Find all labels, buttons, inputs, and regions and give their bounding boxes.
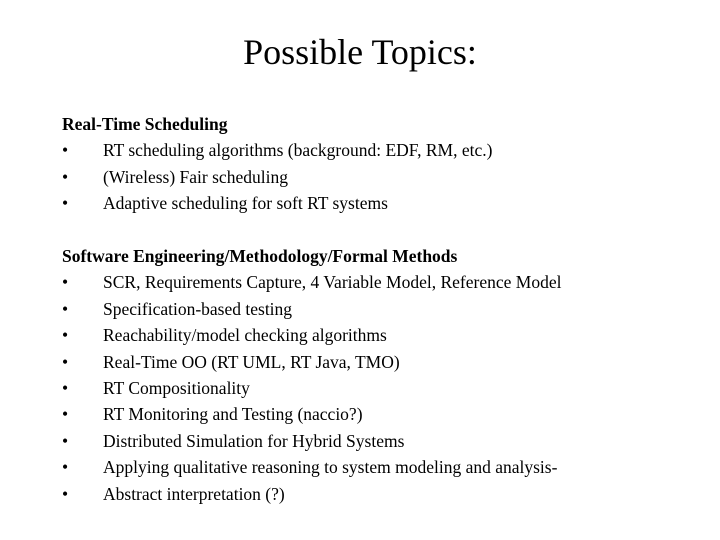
topic-item [62, 322, 702, 348]
topic-list [62, 269, 702, 507]
bullet-icon: • [62, 140, 69, 161]
topic-text: (Wireless) Fair scheduling [103, 166, 288, 187]
topic-item [62, 454, 702, 480]
topic-text: Distributed Simulation for Hybrid Systems [103, 430, 405, 451]
topic-item [62, 401, 702, 427]
topic-item [62, 349, 702, 375]
topic-text: RT scheduling algorithms (background: EDF, RM, etc.) [103, 140, 493, 161]
section-software-engineering [62, 243, 702, 507]
topic-item [62, 137, 702, 163]
bullet-icon: • [62, 193, 69, 214]
topic-text: RT Monitoring and Testing (naccio?) [103, 404, 363, 425]
section-real-time-scheduling [62, 111, 702, 217]
bullet-icon: • [62, 298, 69, 319]
bullet-icon: • [62, 377, 69, 398]
topic-item [62, 428, 702, 454]
slide-title: Possible Topics: [243, 32, 477, 72]
bullet-icon: • [62, 351, 69, 372]
bullet-icon: • [62, 457, 69, 478]
topic-item [62, 190, 702, 216]
topic-item [62, 296, 702, 322]
topic-text: RT Compositionality [103, 377, 250, 398]
bullet-icon: • [62, 404, 69, 425]
topic-item [62, 481, 702, 507]
topic-item [62, 164, 702, 190]
topic-text: Real-Time OO (RT UML, RT Java, TMO) [103, 351, 400, 372]
topic-text: Specification-based testing [103, 298, 293, 319]
bullet-icon: • [62, 272, 69, 293]
bullet-icon: • [62, 166, 69, 187]
topic-text: Reachability/model checking algorithms [103, 325, 387, 346]
bullet-icon: • [62, 430, 69, 451]
bullet-icon: • [62, 325, 69, 346]
bullet-icon: • [62, 483, 69, 504]
topic-list [62, 137, 702, 216]
topic-text: Adaptive scheduling for soft RT systems [103, 193, 388, 214]
topic-item [62, 269, 702, 295]
topic-item [62, 375, 702, 401]
topic-text: Applying qualitative reasoning to system modeling and analysis- [103, 457, 558, 478]
section-heading: Software Engineering/Methodology/Formal Methods [62, 246, 458, 266]
topic-text: Abstract interpretation (?) [103, 483, 285, 504]
topic-text: SCR, Requirements Capture, 4 Variable Model, Reference Model [103, 272, 562, 293]
section-heading: Real-Time Scheduling [62, 114, 228, 134]
